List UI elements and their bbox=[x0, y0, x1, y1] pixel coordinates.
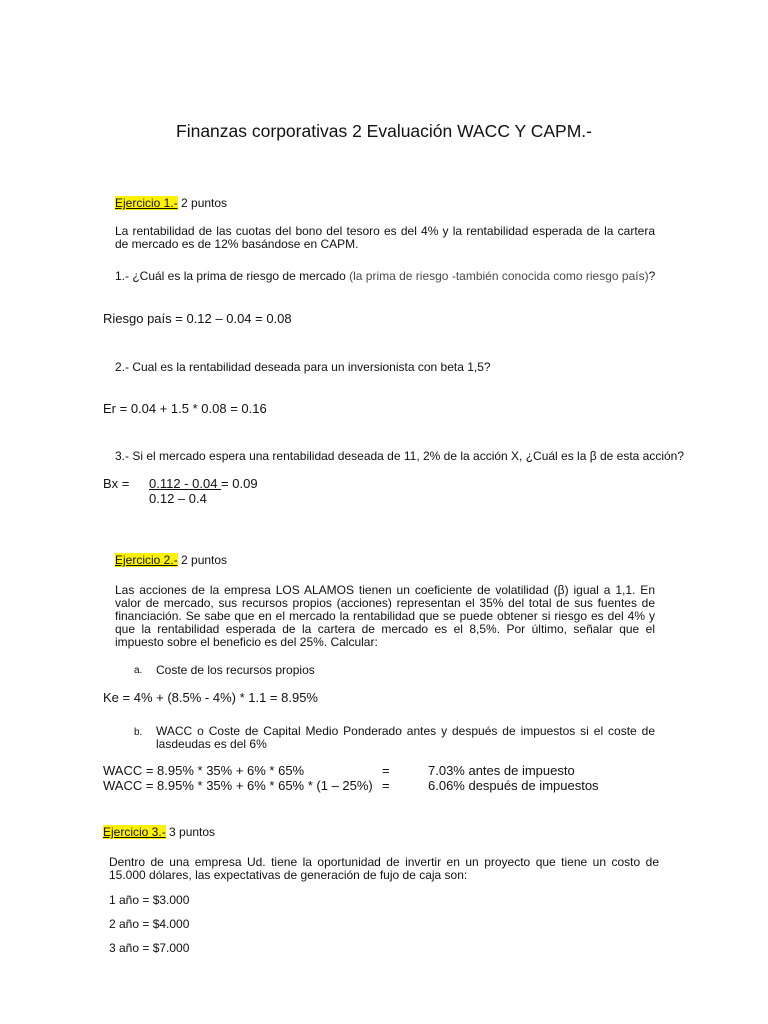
wacc-after-tax-result: 6.06% después de impuestos bbox=[428, 778, 599, 793]
answer-1: Riesgo país = 0.12 – 0.04 = 0.08 bbox=[103, 311, 292, 326]
wacc-before-tax-result: 7.03% antes de impuesto bbox=[428, 763, 575, 778]
answer-3-lhs: Bx = bbox=[103, 476, 130, 491]
cash-flow-year-1: 1 año = $3.000 bbox=[109, 893, 190, 907]
exercise-1-intro: La rentabilidad de las cuotas del bono del tesoro es del 4% y la rentabilidad esperada de la cartera de mercado es de 12% basándose en CAPM. bbox=[115, 224, 655, 251]
exercise-3-label: Ejercicio 3.- bbox=[103, 825, 166, 839]
answer-3-numerator: 0.112 - 0.04 bbox=[149, 476, 222, 491]
wacc-before-tax-equals: = bbox=[382, 763, 390, 778]
answer-3-fraction bbox=[149, 476, 258, 491]
item-b-text: WACC o Coste de Capital Medio Ponderado antes y después de impuestos si el coste de lasdeudas es del 6% bbox=[156, 724, 655, 751]
exercise-3-points: 3 puntos bbox=[165, 825, 216, 839]
exercise-3-heading bbox=[103, 825, 215, 839]
exercise-1-label: Ejercicio 1.- bbox=[115, 196, 178, 210]
exercise-1-points: 2 puntos bbox=[177, 196, 228, 210]
exercise-2-intro: Las acciones de la empresa LOS ALAMOS tienen un coeficiente de volatilidad (β) igual a 1,1. En valor de mercado, sus recursos propios (acciones) representan el 35% del total de sus fuentes de financiación. Se sabe que en el mercado la rentabilidad que se puede obtener si riesgo es del 4% y que la rentabilidad esperada de la cartera de mercado es el 8,5%. Por último, señalar que el impuesto sobre el beneficio es del 25%. Calcular: bbox=[115, 583, 655, 649]
wacc-after-tax-expression: WACC = 8.95% * 35% + 6% * 65% * (1 – 25%) bbox=[103, 778, 373, 793]
cash-flow-year-2: 2 año = $4.000 bbox=[109, 917, 190, 931]
item-b-marker: b. bbox=[134, 727, 143, 738]
answer-3-denominator: 0.12 – 0.4 bbox=[149, 491, 207, 506]
page-title: Finanzas corporativas 2 Evaluación WACC Y CAPM.- bbox=[176, 121, 592, 141]
item-a-marker: a. bbox=[134, 665, 143, 676]
exercise-2-label: Ejercicio 2.- bbox=[115, 553, 178, 567]
wacc-before-tax-expression: WACC = 8.95% * 35% + 6% * 65% bbox=[103, 763, 305, 778]
item-a-text: Coste de los recursos propios bbox=[156, 663, 315, 677]
question-1-end: ? bbox=[648, 269, 656, 283]
wacc-after-tax-equals: = bbox=[382, 778, 390, 793]
question-1-note: (la prima de riesgo -también conocida como riesgo país) bbox=[349, 269, 649, 283]
item-a-answer: Ke = 4% + (8.5% - 4%) * 1.1 = 8.95% bbox=[103, 690, 318, 705]
answer-3-result: = 0.09 bbox=[221, 476, 258, 491]
exercise-1-heading bbox=[115, 196, 227, 210]
exercise-3-intro: Dentro de una empresa Ud. tiene la oportunidad de invertir en un proyecto que tiene un costo de 15.000 dólares, las expectativas de generación de fujo de caja son: bbox=[109, 855, 659, 882]
cash-flow-year-3: 3 año = $7.000 bbox=[109, 941, 190, 955]
exercise-2-points: 2 puntos bbox=[177, 553, 228, 567]
question-1 bbox=[115, 269, 655, 283]
exercise-2-heading bbox=[115, 553, 227, 567]
answer-2: Er = 0.04 + 1.5 * 0.08 = 0.16 bbox=[103, 401, 267, 416]
question-1-text: 1.- ¿Cuál es la prima de riesgo de mercado bbox=[115, 269, 350, 283]
question-2: 2.- Cual es la rentabilidad deseada para un inversionista con beta 1,5? bbox=[115, 360, 491, 374]
question-3: 3.- Si el mercado espera una rentabilidad deseada de 11, 2% de la acción X, ¿Cuál es la β de esta acción? bbox=[115, 449, 685, 463]
